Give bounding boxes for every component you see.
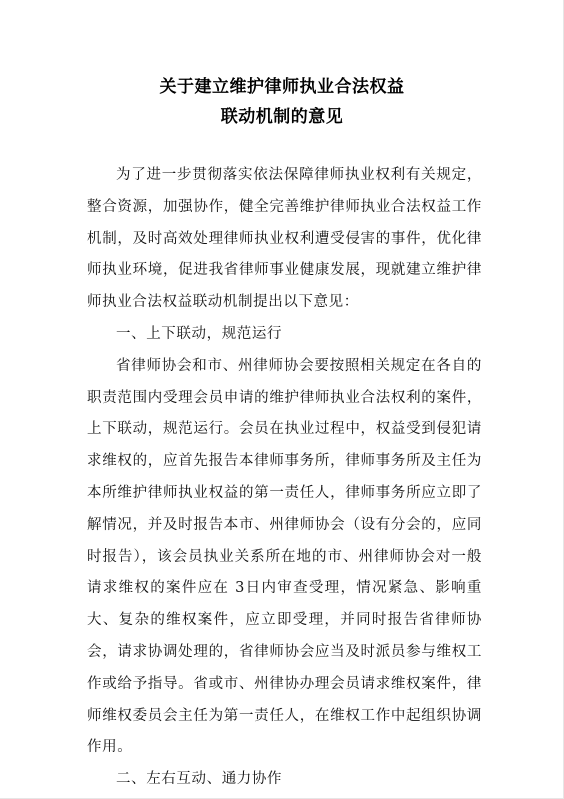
document-body [87,160,482,796]
section-1-paragraph: 省律师协会和市、州律师协会要按照相关规定在各自的职责范围内受理会员申请的维护律师执业合法权利的案件，上下联动，规范运行。会员在执业过程中，权益受到侵犯请求维权的，应首先报告本律师事务所，律师事务所及主任为本所维护律师执业权益的第一责任人，律师事务所应立即了解情况，并及时报告本市、州律师协会（设有分会的，应同时报告），该会员执业关系所在地的市、州律师协会对一般请求维权的案件应在 3日内审查受理，情况紧急、影响重大、复杂的维权案件，应立即受理，并同时报告省律师协会，请求协调处理的，省律师协会应当及时派员参与维权工作或给予指导。省或市、州律协办理会员请求维权案件，律师维权委员会主任为第一责任人，在维权工作中起组织协调作用。 [87,357,482,756]
section-heading-1: 一、上下联动，规范运行 [116,325,283,342]
document-title-line-2: 联动机制的意见 [220,107,344,127]
document-title-line-1: 关于建立维护律师执业合法权益 [159,77,405,97]
intro-paragraph: 为了进一步贯彻落实依法保障律师执业权利有关规定，整合资源，加强协作，健全完善维护律师执业合法权益工作机制，及时高效处理律师执业权利遭受侵害的事件，优化律师执业环境，促进我省律师事业健康发展，现就建立维护律师执业合法权益联动机制提出以下意见： [87,167,482,311]
section-heading-2: 二、左右互动、通力协作 [116,771,283,788]
